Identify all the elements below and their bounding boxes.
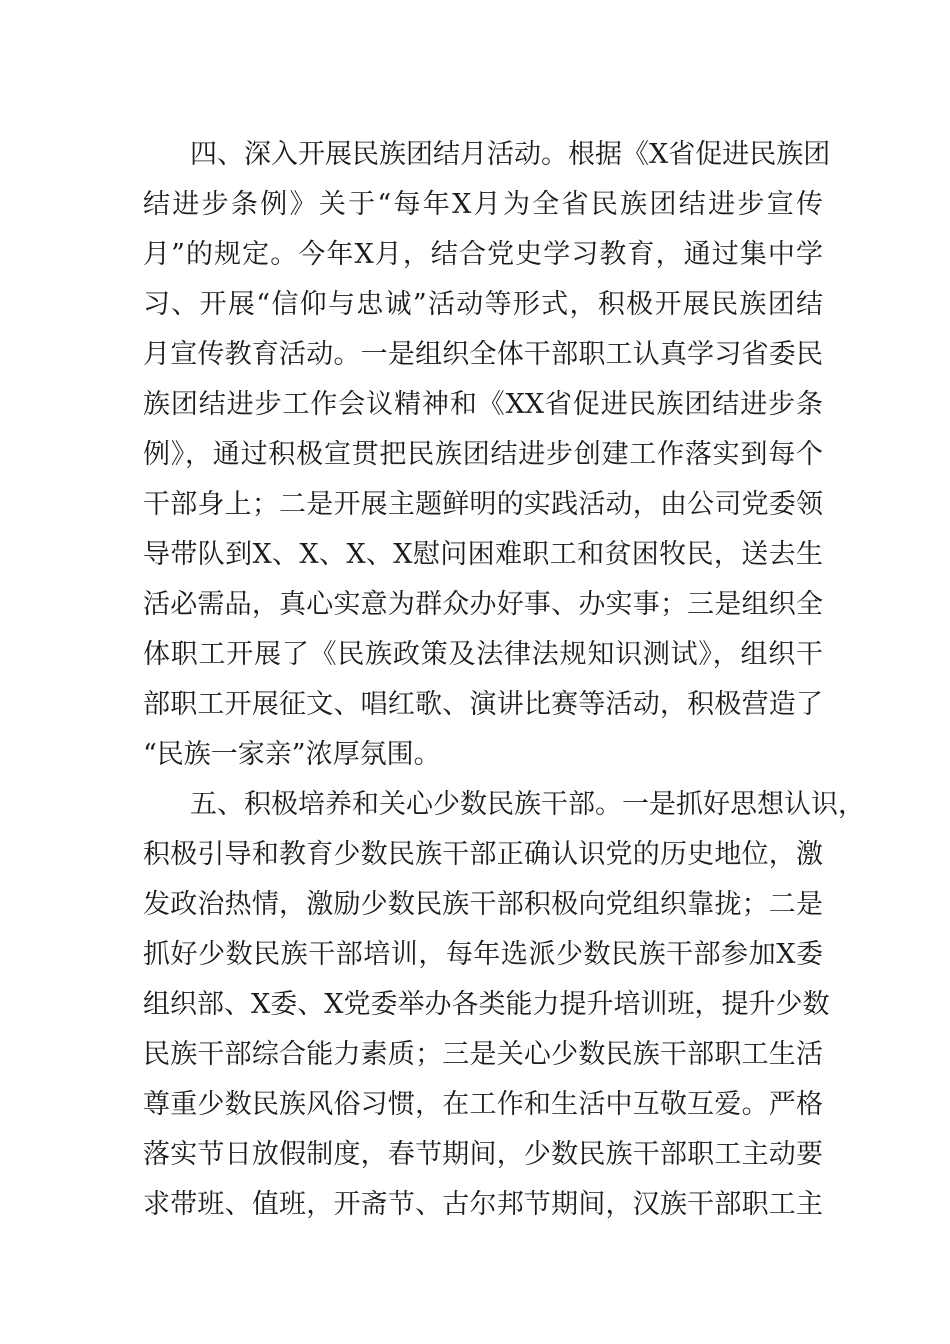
paragraph-4-line-4: 习、开展“信仰与忠诚”活动等形式，积极开展民族团结 — [143, 289, 823, 320]
paragraph-5-line-8: 落实节日放假制度，春节期间，少数民族干部职工主动要 — [143, 1139, 823, 1170]
paragraph-5-line-9: 求带班、值班，开斋节、古尔邦节期间，汉族干部职工主 — [143, 1189, 823, 1220]
paragraph-4-line-7: 例》，通过积极宣贯把民族团结进步创建工作落实到每个 — [143, 439, 823, 470]
body-text — [143, 130, 865, 1230]
paragraph-4-line-5: 月宣传教育活动。一是组织全体干部职工认真学习省委民 — [143, 339, 823, 370]
paragraph-5-line-5: 组织部、X委、X党委举办各类能力提升培训班，提升少数 — [143, 989, 830, 1020]
paragraph-4-line-3: 月”的规定。今年X月，结合党史学习教育，通过集中学 — [143, 239, 823, 270]
paragraph-5-line-2: 积极引导和教育少数民族干部正确认识党的历史地位，激 — [143, 839, 823, 870]
paragraph-4-line-10: 活必需品，真心实意为群众办好事、办实事；三是组织全 — [143, 589, 823, 620]
paragraph-5-line-4: 抓好少数民族干部培训，每年选派少数民族干部参加X委 — [143, 939, 823, 970]
paragraph-4-line-6: 族团结进步工作会议精神和《XX省促进民族团结进步条 — [143, 389, 823, 420]
paragraph-4-line-11: 体职工开展了《民族政策及法律法规知识测试》，组织干 — [143, 639, 823, 670]
paragraph-5-line-7: 尊重少数民族风俗习惯，在工作和生活中互敬互爱。严格 — [143, 1089, 823, 1120]
paragraph-5-line-1: 五、积极培养和关心少数民族干部。一是抓好思想认识， — [190, 789, 865, 820]
paragraph-5-line-3: 发政治热情，激励少数民族干部积极向党组织靠拢；二是 — [143, 889, 823, 920]
paragraph-5-line-6: 民族干部综合能力素质；三是关心少数民族干部职工生活 — [143, 1039, 823, 1070]
paragraph-4-line-8: 干部身上；二是开展主题鲜明的实践活动，由公司党委领 — [143, 489, 823, 520]
paragraph-4-line-2: 结进步条例》关于“每年X月为全省民族团结进步宣传 — [143, 189, 823, 220]
paragraph-4-line-1: 四、深入开展民族团结月活动。根据《X省促进民族团 — [190, 139, 831, 170]
paragraph-4-line-9: 导带队到X、X、X、X慰问困难职工和贫困牧民，送去生 — [143, 539, 823, 570]
paragraph-4-line-12: 部职工开展征文、唱红歌、演讲比赛等活动，积极营造了 — [143, 689, 823, 720]
paragraph-4-line-13: “民族一家亲”浓厚氛围。 — [143, 739, 441, 770]
